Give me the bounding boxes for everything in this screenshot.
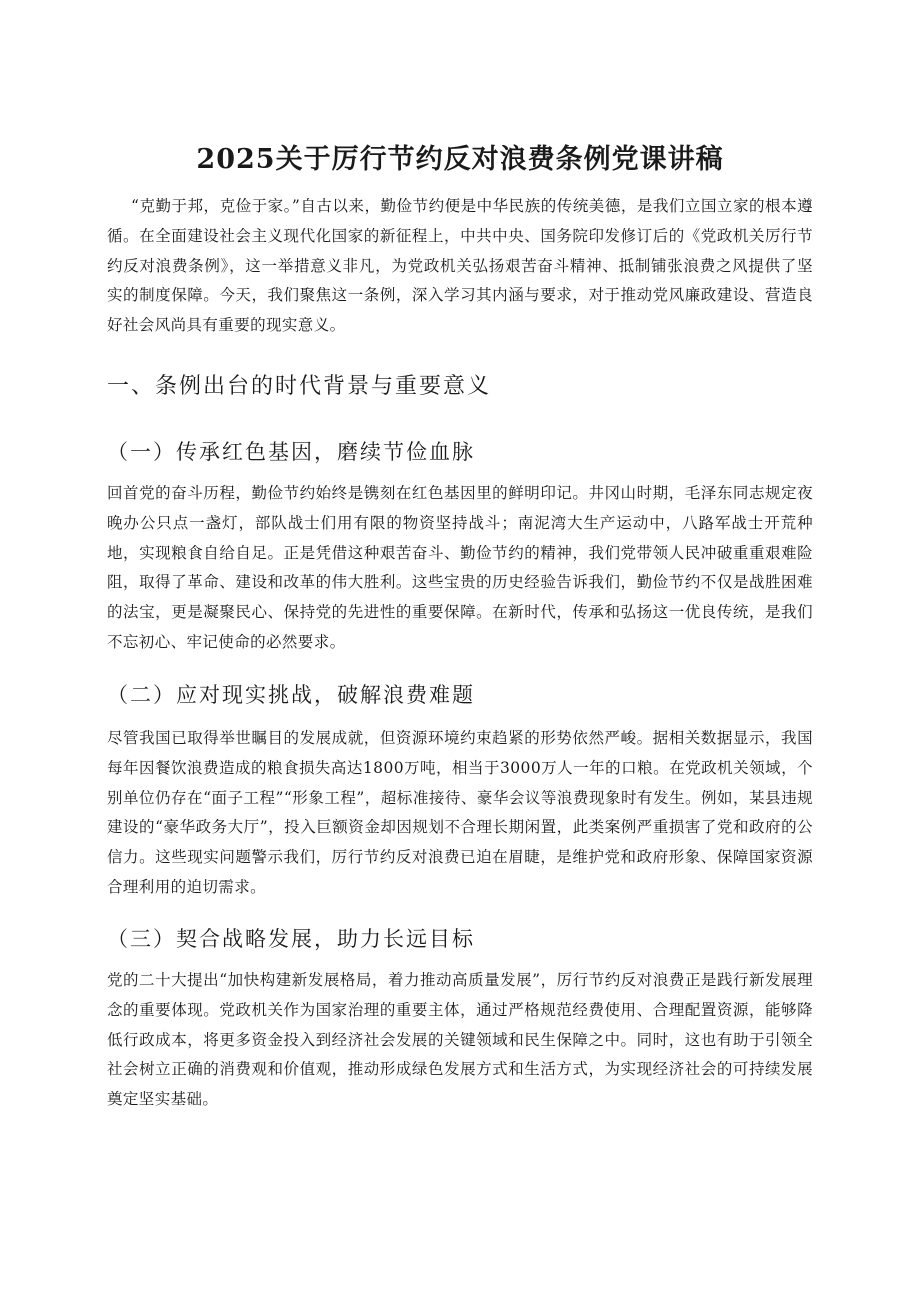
section-heading-1: 一、条例出台的时代背景与重要意义 <box>107 374 492 399</box>
subsection-heading-2: （二）应对现实挑战，破解浪费难题 <box>107 683 475 707</box>
subsection-heading-1: （一）传承红色基因，磨续节俭血脉 <box>107 440 475 464</box>
subsection-body-2: 尽管我国已取得举世瞩目的发展成就，但资源环境约束趋紧的形势依然严峻。据相关数据显示，我国每年因餐饮浪费造成的粮食损失高达1800万吨，相当于3000万人一年的口粮。在党政机关领域，个别单位仍存在“面子工程”“形象工程”，超标准接待、豪华会议等浪费现象时有发生。例如，某县违规建设的“豪华政务大厅”，投入巨额资金却因规划不合理长期闲置，此类案例严重损害了党和政府的公信力。这些现实问题警示我们，厉行节约反对浪费已迫在眉睫，是维护党和政府形象、保障国家资源合理利用的迫切需求。 <box>107 729 813 896</box>
subsection-body-3: 党的二十大提出“加快构建新发展格局，着力推动高质量发展”，厉行节约反对浪费正是践行新发展理念的重要体现。党政机关作为国家治理的重要主体，通过严格规范经费使用、合理配置资源，能够降低行政成本，将更多资金投入到经济社会发展的关键领域和民生保障之中。同时，这也有助于引领全社会树立正确的消费观和价值观，推动形成绿色发展方式和生活方式，为实现经济社会的可持续发展奠定坚实基础。 <box>107 971 813 1109</box>
intro-paragraph: “克勤于邦，克俭于家。”自古以来，勤俭节约便是中华民族的传统美德，是我们立国立家的根本遵循。在全面建设社会主义现代化国家的新征程上，中共中央、国务院印发修订后的《党政机关厉行节约反对浪费条例》，这一举措意义非凡，为党政机关弘扬艰苦奋斗精神、抵制铺张浪费之风提供了坚实的制度保障。今天，我们聚焦这一条例，深入学习其内涵与要求，对于推动党风廉政建设、营造良好社会风尚具有重要的现实意义。 <box>107 197 813 335</box>
subsection-heading-3: （三）契合战略发展，助力长远目标 <box>107 927 475 951</box>
subsection-body-1: 回首党的奋斗历程，勤俭节约始终是镌刻在红色基因里的鲜明印记。井冈山时期，毛泽东同志规定夜晚办公只点一盏灯，部队战士们用有限的物资坚持战斗；南泥湾大生产运动中，八路军战士开荒种地，实现粮食自给自足。正是凭借这种艰苦奋斗、勤俭节约的精神，我们党带领人民冲破重重艰难险阻，取得了革命、建设和改革的伟大胜利。这些宝贵的历史经验告诉我们，勤俭节约不仅是战胜困难的法宝，更是凝聚民心、保持党的先进性的重要保障。在新时代，传承和弘扬这一优良传统，是我们不忘初心、牢记使命的必然要求。 <box>107 484 813 651</box>
document-title: 2025关于厉行节约反对浪费条例党课讲稿 <box>196 144 724 175</box>
